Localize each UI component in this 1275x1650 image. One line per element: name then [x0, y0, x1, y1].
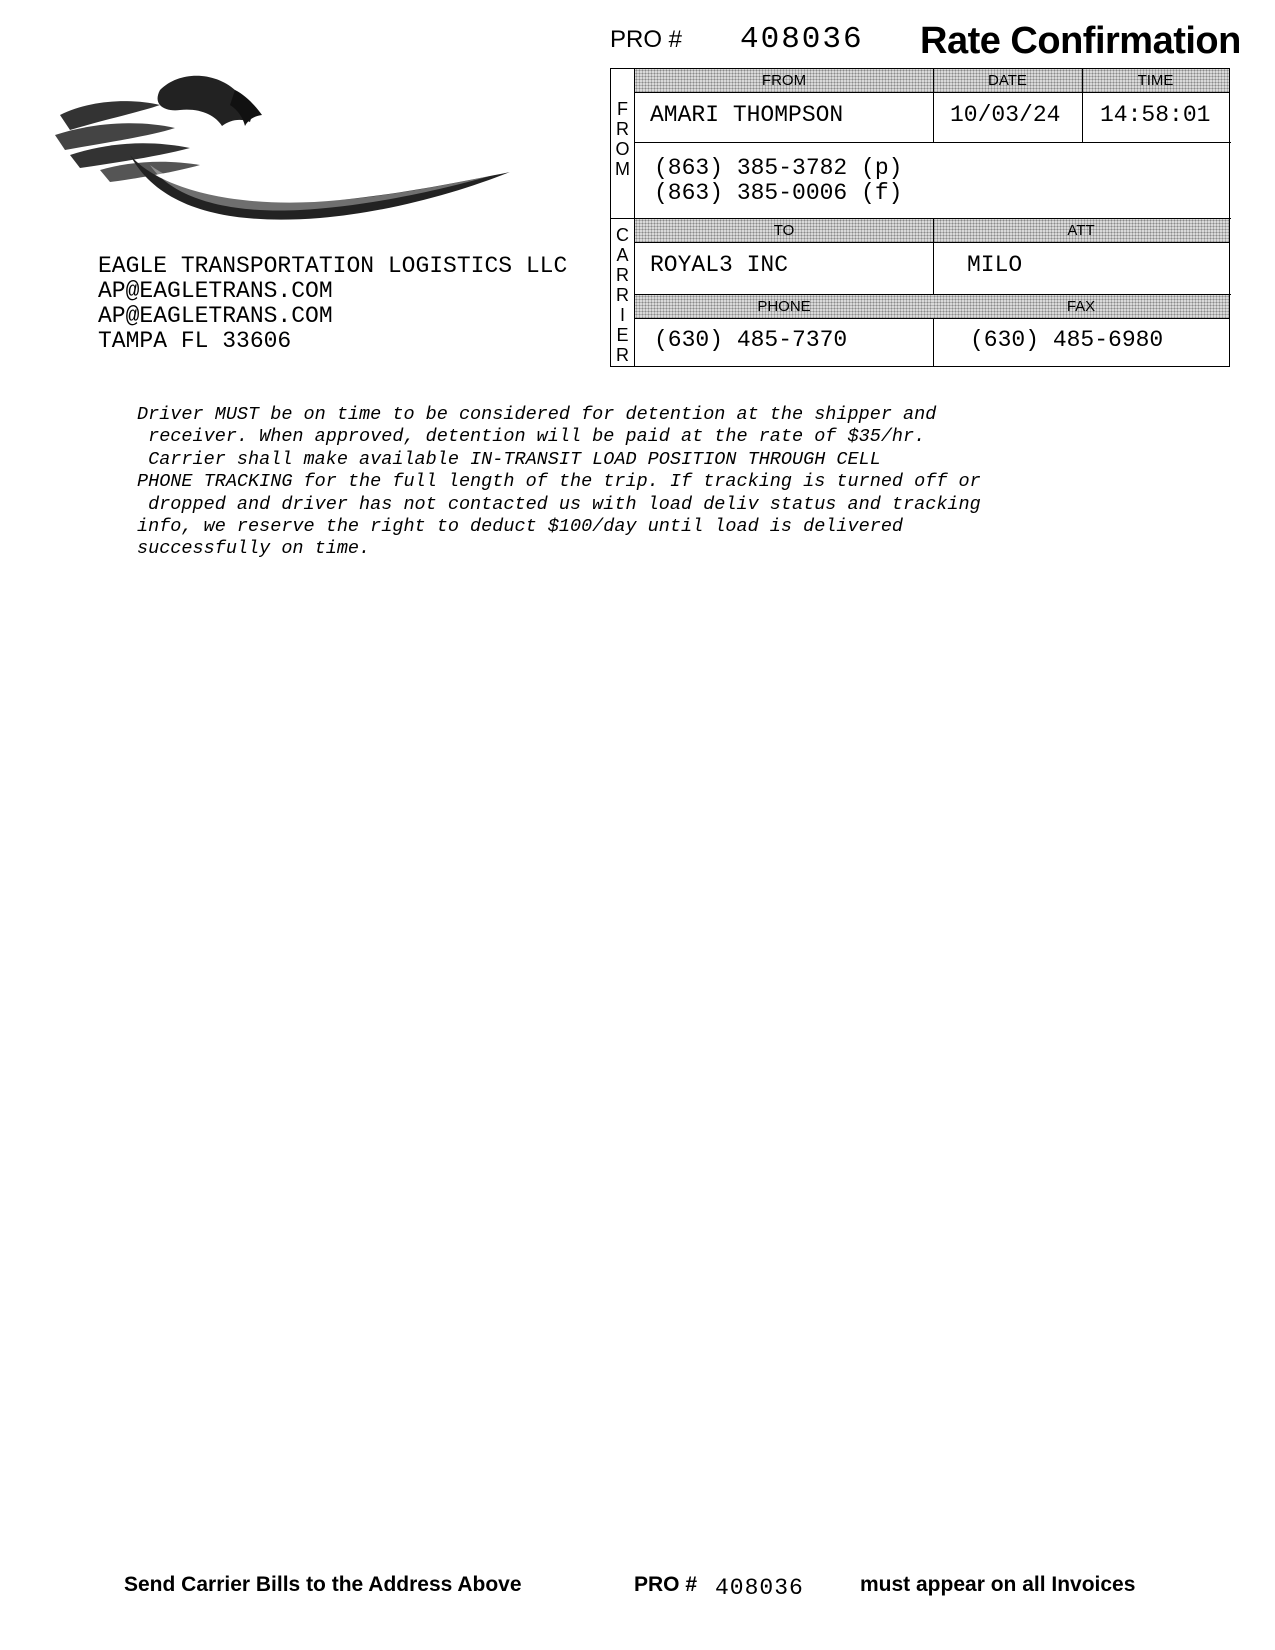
footer-pro-number: 408036 [715, 1575, 804, 1601]
note-line: successfully on time. [137, 538, 371, 560]
carrier-fax: (630) 485-6980 [970, 327, 1164, 353]
date-header: DATE [933, 69, 1082, 93]
terms-notes [137, 404, 981, 561]
carrier-phone: (630) 485-7370 [654, 327, 848, 353]
company-email-2: AP@EAGLETRANS.COM [98, 303, 333, 329]
company-name: EAGLE TRANSPORTATION LOGISTICS LLC [98, 253, 568, 279]
page-title: Rate Confirmation [920, 20, 1241, 62]
note-line: PHONE TRACKING for the full length of the trip. If tracking is turned off or [137, 471, 981, 493]
note-line: Driver MUST be on time to be considered for detention at the shipper and [137, 404, 937, 425]
footer-must-appear: must appear on all Invoices [860, 1573, 1136, 1596]
note-line: Carrier shall make available IN-TRANSIT LOAD POSITION THROUGH CELL [137, 448, 881, 470]
footer-pro-label: PRO # [634, 1573, 698, 1596]
company-email: AP@EAGLETRANS.COM [98, 278, 333, 304]
info-box [610, 68, 1230, 367]
from-header: FROM [635, 69, 933, 93]
att-header: ATT [933, 219, 1229, 243]
note-line: receiver. When approved, detention will be paid at the rate of $35/hr. [137, 426, 926, 448]
from-time: 14:58:01 [1100, 102, 1211, 128]
company-city: TAMPA FL 33606 [98, 328, 292, 354]
time-header: TIME [1082, 69, 1229, 93]
phone-header: PHONE [635, 295, 933, 319]
note-line: dropped and driver has not contacted us with load deliv status and tracking [137, 493, 981, 515]
to-header: TO [635, 219, 933, 243]
carrier-att: MILO [967, 252, 1023, 278]
fax-header: FAX [933, 295, 1229, 319]
pro-number: 408036 [740, 22, 864, 57]
from-side-label: F R O M [611, 69, 635, 219]
from-fax: (863) 385-0006 (f) [654, 180, 903, 206]
note-line: info, we reserve the right to deduct $100/day until load is delivered [137, 516, 904, 538]
eagle-logo [40, 60, 510, 230]
carrier-to: ROYAL3 INC [650, 252, 789, 278]
carrier-side-label: C A R R I E R [611, 219, 635, 367]
company-address [98, 254, 567, 354]
pro-label: PRO # [610, 26, 683, 53]
footer-send-bills: Send Carrier Bills to the Address Above [124, 1573, 522, 1596]
from-name: AMARI THOMPSON [650, 102, 844, 128]
from-phone: (863) 385-3782 (p) [654, 155, 903, 181]
from-date: 10/03/24 [950, 102, 1061, 128]
